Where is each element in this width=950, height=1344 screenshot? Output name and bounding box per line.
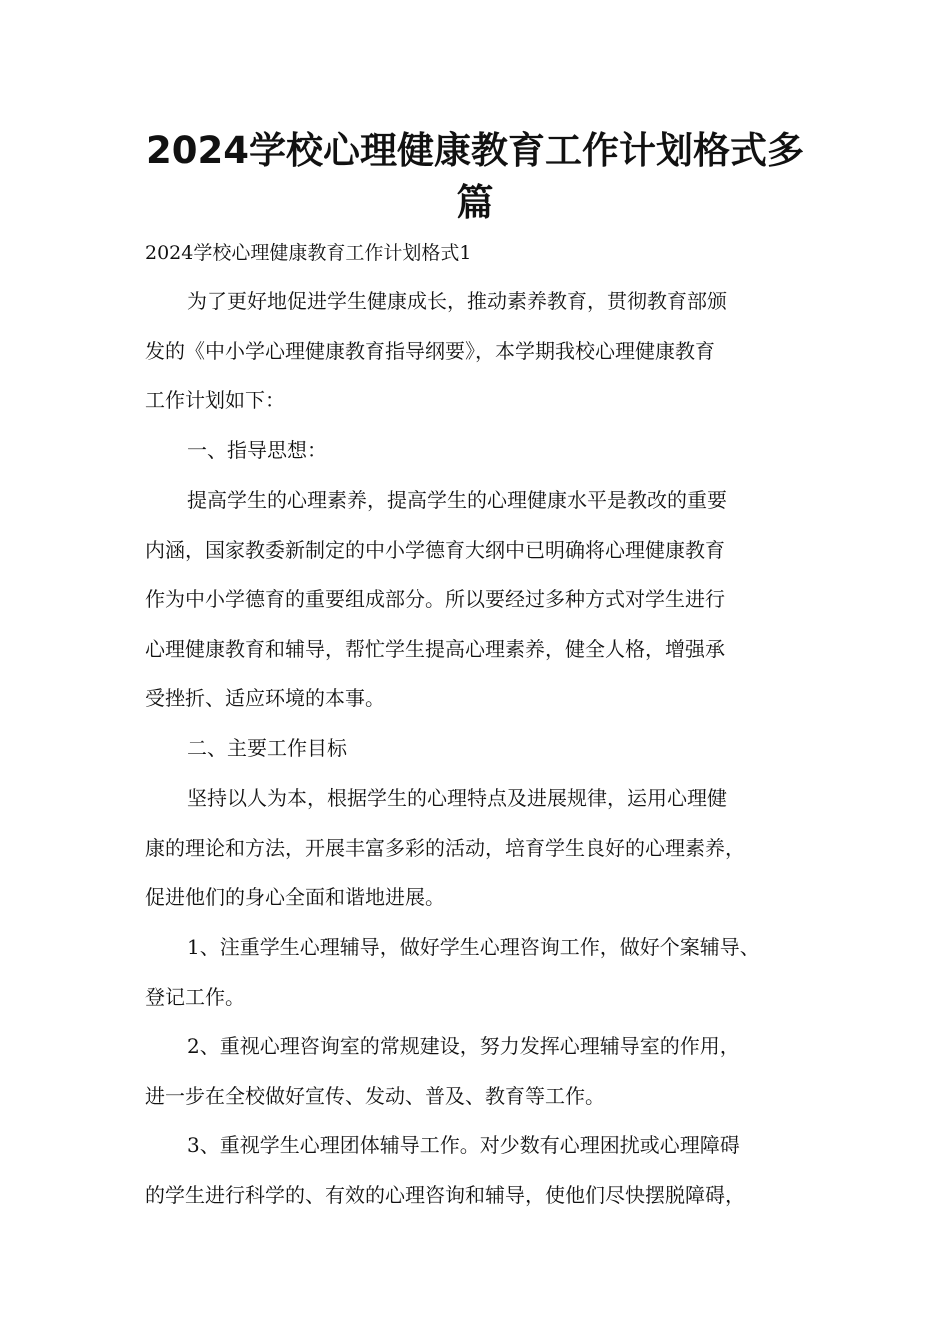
list-item-3 [145, 1121, 745, 1220]
document-title [100, 125, 850, 229]
title-line-2: 篇 [456, 181, 494, 224]
section-subtitle: 2024学校心理健康教育工作计划格式1 [145, 242, 472, 264]
paragraph-line: 坚持以人为本，根据学生的心理特点及进展规律，运用心理健 [187, 786, 727, 810]
paragraph-line: 发的《中小学心理健康教育指导纲要》，本学期我校心理健康教育 [145, 338, 715, 363]
list-item-2 [145, 1022, 740, 1121]
heading-line: 二、主要工作目标 [187, 736, 347, 760]
paragraph-line: 康的理论和方法，开展丰富多彩的活动，培育学生良好的心理素养， [145, 835, 745, 860]
list-item-1 [145, 923, 760, 1022]
paragraph-line: 工作计划如下： [145, 388, 285, 412]
paragraph-main-goals [145, 774, 745, 923]
paragraph-line: 受挫折、适应环境的本事。 [145, 686, 385, 710]
paragraph-line: 3、重视学生心理团体辅导工作。对少数有心理困扰或心理障碍 [187, 1133, 740, 1157]
paragraph-line: 提高学生的心理素养，提高学生的心理健康水平是教改的重要 [187, 488, 727, 512]
paragraph-line: 登记工作。 [145, 984, 245, 1009]
paragraph-line: 心理健康教育和辅导，帮忙学生提高心理素养，健全人格，增强承 [145, 636, 725, 661]
paragraph-line: 作为中小学德育的重要组成部分。所以要经过多种方式对学生进行 [145, 587, 725, 611]
paragraph-line: 进一步在全校做好宣传、发动、普及、教育等工作。 [145, 1083, 605, 1108]
paragraph-intro [145, 277, 727, 426]
heading-main-goals [145, 724, 347, 774]
paragraph-line: 的学生进行科学的、有效的心理咨询和辅导，使他们尽快摆脱障碍， [145, 1182, 745, 1207]
paragraph-guiding-ideology [145, 476, 727, 724]
heading-line: 一、指导思想： [187, 438, 327, 462]
heading-guiding-ideology [145, 426, 327, 476]
title-line-1: 2024学校心理健康教育工作计划格式多 [146, 129, 804, 172]
paragraph-line: 为了更好地促进学生健康成长，推动素养教育，贯彻教育部颁 [187, 289, 727, 313]
paragraph-line: 1、注重学生心理辅导，做好学生心理咨询工作，做好个案辅导、 [187, 935, 760, 959]
paragraph-line: 内涵，国家教委新制定的中小学德育大纲中已明确将心理健康教育 [145, 537, 725, 562]
paragraph-line: 促进他们的身心全面和谐地进展。 [145, 885, 445, 909]
paragraph-line: 2、重视心理咨询室的常规建设，努力发挥心理辅导室的作用， [187, 1034, 740, 1058]
